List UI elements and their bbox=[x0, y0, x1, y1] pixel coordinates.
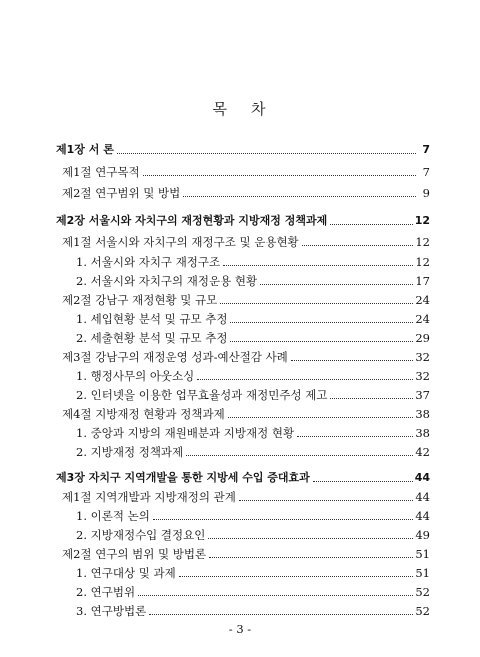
toc-entry-label: 제1절 연구목적 bbox=[62, 165, 140, 179]
toc-entry-sub bbox=[56, 563, 430, 581]
toc-entry-page: 49 bbox=[415, 528, 430, 542]
toc-entry-page: 17 bbox=[415, 274, 430, 288]
toc-entry-section bbox=[56, 183, 430, 201]
toc-entry-page: 29 bbox=[415, 331, 430, 345]
toc-entry-page: 42 bbox=[415, 445, 430, 459]
toc-entry-label: 제3절 강남구의 재정운영 성과-예산절감 사례 bbox=[62, 350, 288, 364]
dot-leader bbox=[330, 223, 412, 225]
toc-entry-page: 12 bbox=[414, 214, 430, 227]
toc-entry-chapter bbox=[56, 468, 430, 486]
dot-leader bbox=[186, 454, 413, 456]
dot-leader bbox=[230, 340, 413, 342]
dot-leader bbox=[208, 537, 413, 539]
toc-entry-sub bbox=[56, 328, 430, 346]
toc-entry-page: 12 bbox=[415, 235, 430, 249]
toc-entry-sub bbox=[56, 442, 430, 460]
toc-entry-label: 1. 행정사무의 아웃소싱 bbox=[76, 369, 195, 383]
toc-entry-section bbox=[56, 232, 430, 250]
toc-entry-section bbox=[56, 347, 430, 365]
toc-entry-label: 제2장 서울시와 자치구의 재정현황과 지방재정 정책과제 bbox=[56, 214, 328, 227]
dot-leader bbox=[117, 152, 416, 154]
toc-entry-label: 2. 인터넷을 이용한 업무효율성과 재정민주성 제고 bbox=[76, 388, 328, 402]
dot-leader bbox=[313, 480, 413, 482]
toc-entry-sub bbox=[56, 423, 430, 441]
toc-entry-page: 37 bbox=[415, 388, 430, 402]
toc-entry-section bbox=[56, 162, 430, 180]
toc-entry-sub bbox=[56, 525, 430, 543]
toc-entry-page: 52 bbox=[415, 604, 430, 618]
toc-entry-label: 2. 세출현황 분석 및 규모 추정 bbox=[76, 331, 228, 345]
toc-entry-sub bbox=[56, 601, 430, 619]
toc-entry-label: 제1절 서울시와 자치구의 재정구조 및 운용현황 bbox=[62, 235, 299, 249]
toc-entry-sub bbox=[56, 506, 430, 524]
toc-entry-label: 1. 중앙과 지방의 재원배분과 지방재정 현황 bbox=[76, 426, 295, 440]
dot-leader bbox=[239, 499, 414, 501]
toc-entry-page: 44 bbox=[414, 471, 430, 484]
toc-entry-section bbox=[56, 487, 430, 505]
dot-leader bbox=[197, 378, 413, 380]
toc-entry-section bbox=[56, 290, 430, 308]
toc-entry-sub bbox=[56, 252, 430, 270]
dot-leader bbox=[297, 435, 413, 437]
dot-leader bbox=[230, 321, 413, 323]
toc-entry-label: 제2절 연구범위 및 방법 bbox=[62, 186, 181, 200]
toc-entry-page: 7 bbox=[422, 143, 430, 156]
dot-leader bbox=[330, 397, 413, 399]
dot-leader bbox=[220, 302, 413, 304]
toc-entry-page: 24 bbox=[415, 293, 430, 307]
dot-leader bbox=[179, 575, 414, 577]
dot-leader bbox=[149, 613, 413, 615]
toc-entry-sub bbox=[56, 385, 430, 403]
toc-entry-label: 2. 연구범위 bbox=[76, 585, 136, 599]
toc-entry-sub bbox=[56, 309, 430, 327]
dot-leader bbox=[228, 416, 414, 418]
toc-entry-page: 38 bbox=[415, 407, 430, 421]
toc-entry-page: 51 bbox=[415, 547, 430, 561]
title-char-left: 목 bbox=[212, 100, 229, 118]
toc-entry-label: 3. 연구방법론 bbox=[76, 604, 147, 618]
toc-entry-page: 44 bbox=[415, 490, 430, 504]
toc-entry-page: 24 bbox=[415, 312, 430, 326]
toc-entry-section bbox=[56, 404, 430, 422]
dot-leader bbox=[138, 594, 413, 596]
toc-entry-label: 제2절 강남구 재정현황 및 규모 bbox=[62, 293, 218, 307]
toc-entry-page: 38 bbox=[415, 426, 430, 440]
toc-entry-section bbox=[56, 544, 430, 562]
toc-entry-label: 1. 서울시와 자치구 재정구조 bbox=[76, 255, 221, 269]
dot-leader bbox=[260, 283, 413, 285]
dot-leader bbox=[183, 195, 416, 197]
toc-entry-page: 51 bbox=[415, 566, 430, 580]
toc-entry-label: 제2절 연구의 범위 및 방법론 bbox=[62, 547, 207, 561]
dot-leader bbox=[209, 556, 413, 558]
toc-entry-page: 32 bbox=[415, 350, 430, 364]
toc-entry-sub bbox=[56, 582, 430, 600]
dot-leader bbox=[143, 174, 416, 176]
toc-entry-label: 1. 세입현황 분석 및 규모 추정 bbox=[76, 312, 228, 326]
toc-entry-chapter bbox=[56, 140, 430, 158]
toc-entry-label: 2. 서울시와 자치구의 재정운용 현황 bbox=[76, 274, 258, 288]
toc-entry-page: 7 bbox=[422, 165, 430, 179]
toc-entry-label: 1. 연구대상 및 과제 bbox=[76, 566, 176, 580]
toc-entry-label: 2. 지방재정 정책과제 bbox=[76, 445, 184, 459]
title-char-right: 차 bbox=[251, 100, 268, 118]
toc-entry-label: 2. 지방재정수입 결정요인 bbox=[76, 528, 206, 542]
dot-leader bbox=[153, 518, 414, 520]
page-number-footer: - 3 - bbox=[228, 622, 252, 636]
dot-leader bbox=[223, 264, 413, 266]
toc-entry-label: 1. 이론적 논의 bbox=[76, 509, 150, 523]
toc-entry-page: 32 bbox=[415, 369, 430, 383]
toc-entry-label: 제1장 서 론 bbox=[56, 143, 114, 156]
dot-leader bbox=[291, 359, 414, 361]
toc-entry-sub bbox=[56, 271, 430, 289]
toc-entry-label: 제1절 지역개발과 지방재정의 관계 bbox=[62, 490, 236, 504]
toc-entry-sub bbox=[56, 366, 430, 384]
dot-leader bbox=[302, 244, 414, 246]
toc-entry-page: 9 bbox=[422, 186, 430, 200]
toc-entry-page: 44 bbox=[415, 509, 430, 523]
toc-entry-page: 52 bbox=[415, 585, 430, 599]
toc-entry-label: 제3장 자치구 지역개발을 통한 지방세 수입 증대효과 bbox=[56, 471, 310, 484]
toc-entry-label: 제4절 지방재정 현황과 정책과제 bbox=[62, 407, 225, 421]
toc-entry-page: 12 bbox=[415, 255, 430, 269]
toc-entry-chapter bbox=[56, 211, 430, 229]
